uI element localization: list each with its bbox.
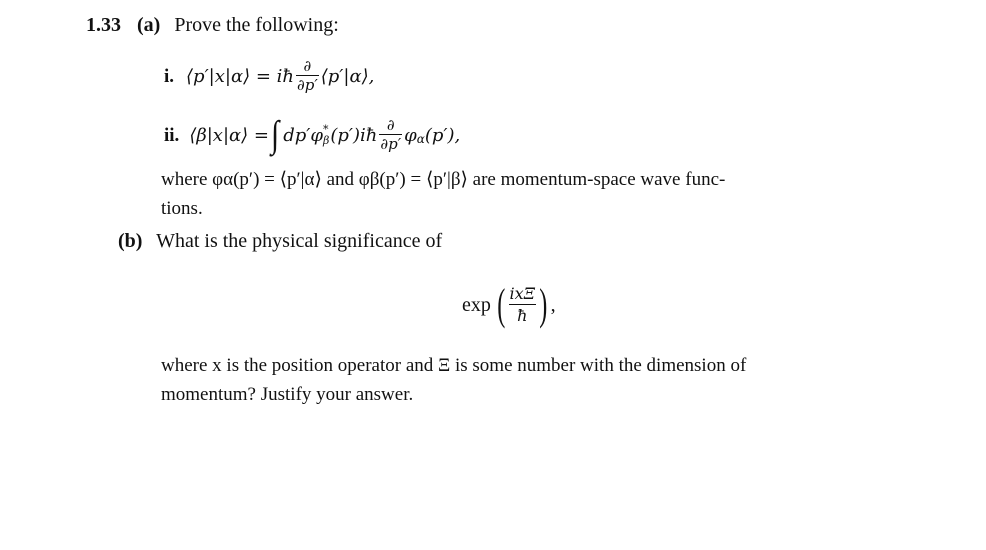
part-a-where-line2: tions.: [161, 198, 203, 219]
eq-ii-frac-den: ∂p′: [380, 135, 402, 153]
part-b-where-line1: where x is the position operator and Ξ is some number with the dimension of: [161, 355, 747, 376]
eq-ii-derivative: [379, 117, 402, 153]
part-a-prompt: Prove the following:: [174, 14, 339, 36]
eq-ii-frac-num: ∂: [386, 116, 395, 134]
exp-expression: [462, 275, 556, 335]
eq-i-lhs: ⟨p′|x|α⟩ = iħ: [186, 65, 294, 87]
eq-ii-integrand-post: φ: [404, 124, 417, 146]
eq-ii-lhs: ⟨β|x|α⟩ =: [189, 124, 270, 146]
exp-frac-den: ħ: [509, 304, 536, 326]
exp-label: exp: [462, 294, 491, 316]
part-b-where-line2: momentum? Justify your answer.: [161, 384, 414, 405]
part-b-prompt: What is the physical significance of: [156, 230, 443, 252]
eq-ii-conj-sup: *: [322, 123, 329, 136]
exp-frac-num: ixΞ: [509, 284, 535, 303]
part-a-where-line1: where φα(p′) = ⟨p′|α⟩ and φβ(p′) = ⟨p′|β⟩ are momentum-space wave func-: [161, 169, 726, 190]
eq-ii-integrand-end: (p′),: [424, 124, 461, 146]
integral-sign: ∫: [271, 113, 280, 155]
eq-i-frac-den: ∂p′: [297, 76, 318, 94]
item-ii-label: ii.: [164, 124, 180, 146]
eq-i-derivative: [296, 58, 319, 94]
eq-ii-integrand-pre: dp′φ: [283, 124, 323, 146]
eq-ii-post-sub: α: [416, 132, 425, 146]
problem-header: [86, 13, 339, 37]
eq-i-frac-num: ∂: [303, 57, 312, 75]
left-paren: (: [497, 280, 506, 329]
equation-i: [164, 56, 374, 96]
eq-ii-conj-sub: β: [322, 134, 330, 147]
part-b-label: (b): [118, 230, 143, 252]
eq-ii-conj-scripts: [323, 124, 329, 146]
eq-ii-integrand-mid: (p′)iħ: [330, 124, 378, 146]
exp-trailing-comma: ,: [550, 294, 556, 316]
part-a-label: (a): [137, 14, 161, 36]
exp-fraction: [509, 284, 536, 326]
item-i-label: i.: [164, 65, 175, 87]
part-b-header: [118, 229, 442, 253]
right-paren: ): [539, 280, 548, 329]
eq-i-rhs: ⟨p′|α⟩,: [320, 65, 375, 87]
problem-number: 1.33: [86, 14, 121, 36]
equation-ii: [164, 112, 460, 158]
